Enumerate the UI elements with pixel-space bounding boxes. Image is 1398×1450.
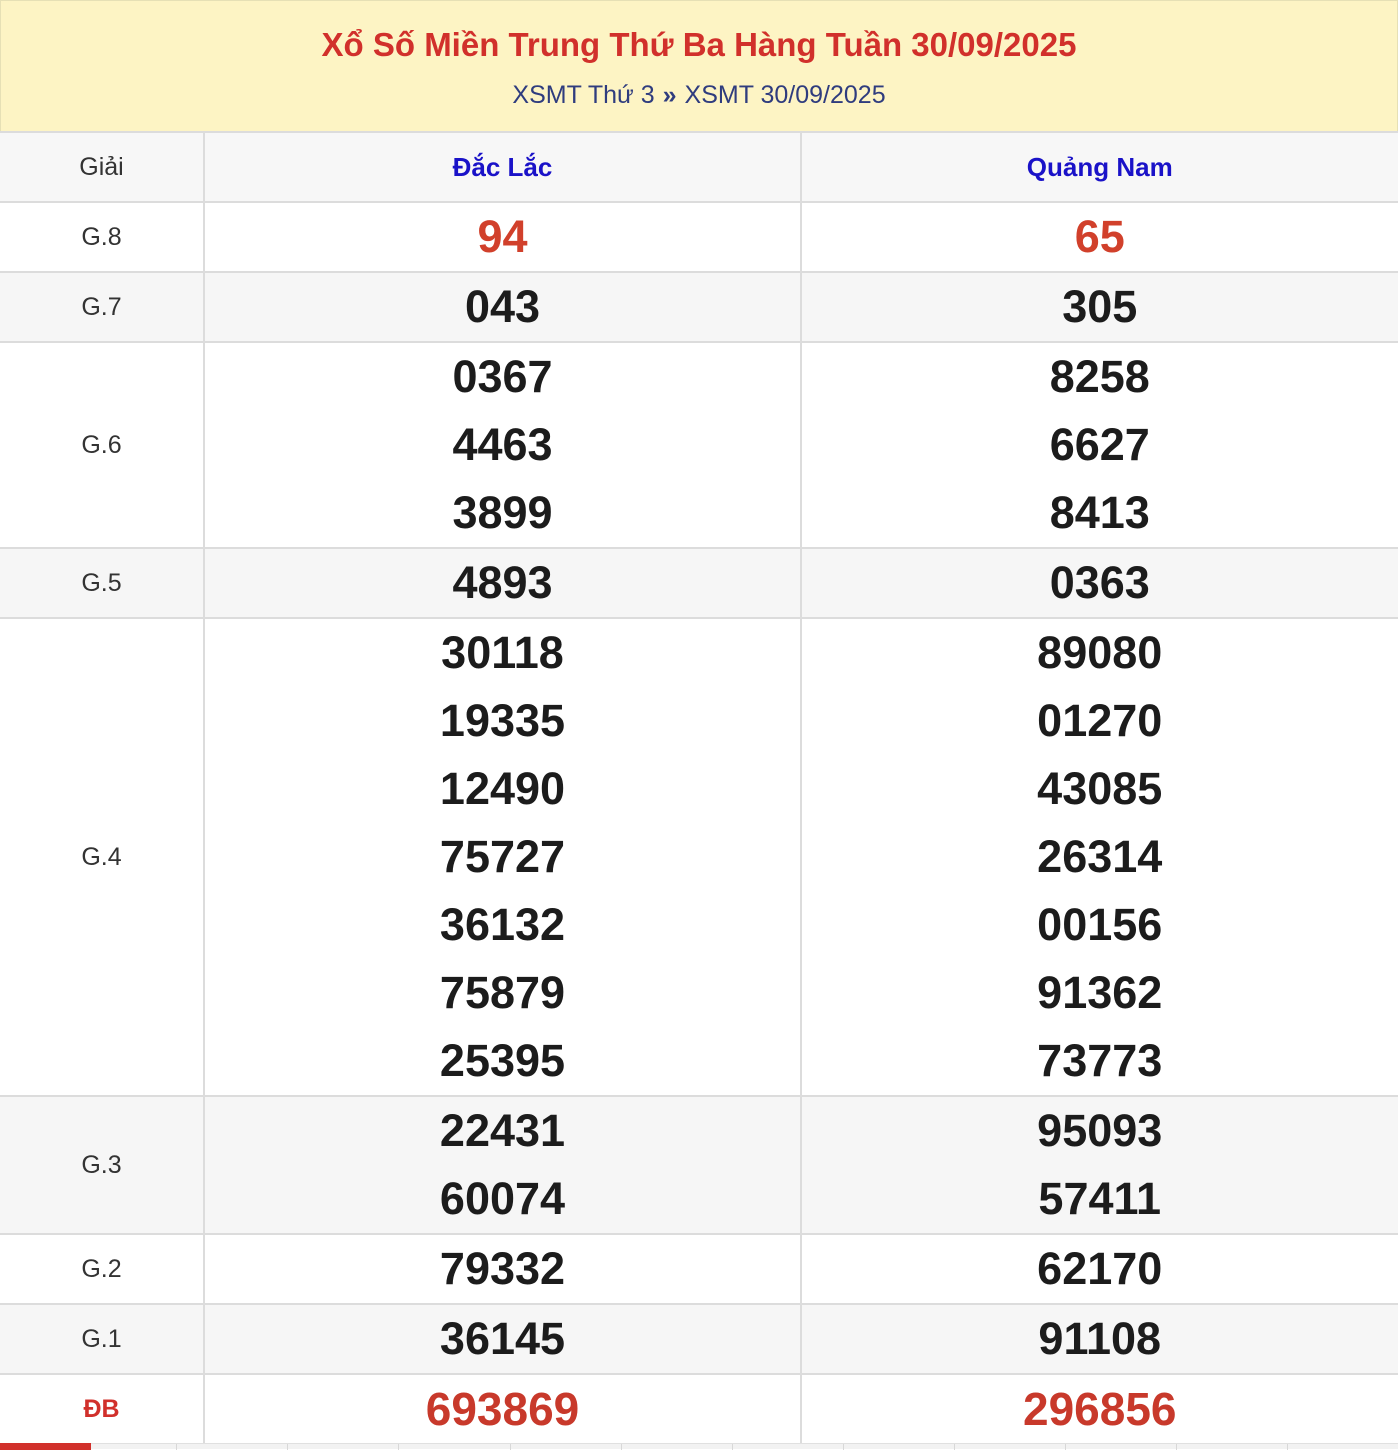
result-number: 30118 <box>441 627 564 678</box>
result-number: 22431 <box>439 1105 566 1156</box>
results-header <box>0 0 1398 131</box>
province-header-dac-lac[interactable]: Đắc Lắc <box>204 132 801 202</box>
result-number: 25395 <box>439 1035 566 1086</box>
special-prize-number: 296856 <box>1023 1383 1177 1435</box>
row-g6 <box>0 342 1398 548</box>
tab-divider <box>176 1444 177 1450</box>
breadcrumb <box>1 79 1397 111</box>
result-cell-dac-lac <box>204 548 801 618</box>
prize-label: G.8 <box>0 202 204 272</box>
result-cell-quang-nam <box>801 618 1398 1096</box>
province-header-quang-nam[interactable]: Quảng Nam <box>801 132 1398 202</box>
breadcrumb-link-date[interactable]: XSMT 30/09/2025 <box>684 81 886 109</box>
prize-label: G.4 <box>0 618 204 1096</box>
result-number: 75727 <box>439 831 566 882</box>
result-number: 6627 <box>1049 419 1150 470</box>
result-number: 62170 <box>1037 1243 1163 1294</box>
result-number: 57411 <box>1038 1173 1162 1224</box>
result-number: 01270 <box>1037 695 1163 746</box>
result-cell-quang-nam <box>801 1096 1398 1234</box>
result-number: 79332 <box>439 1243 566 1294</box>
tab-divider <box>843 1444 844 1450</box>
result-cell-dac-lac <box>204 1096 801 1234</box>
row-g7 <box>0 272 1398 342</box>
result-number: 00156 <box>1037 899 1163 950</box>
result-number: 3899 <box>452 487 553 538</box>
tab-divider <box>510 1444 511 1450</box>
breadcrumb-separator: » <box>662 81 677 109</box>
result-cell-dac-lac <box>204 1374 801 1443</box>
special-prize-number: 693869 <box>425 1383 580 1435</box>
result-number: 12490 <box>439 763 566 814</box>
result-number: 043 <box>464 281 541 332</box>
result-number: 8413 <box>1049 487 1150 538</box>
tab-divider <box>1287 1444 1288 1450</box>
row-g5 <box>0 548 1398 618</box>
table-header-row <box>0 132 1398 202</box>
prize-label-special: ĐB <box>0 1374 204 1443</box>
prize-label: G.7 <box>0 272 204 342</box>
page-title: Xổ Số Miền Trung Thứ Ba Hàng Tuần 30/09/2025 <box>321 26 1077 63</box>
result-cell-dac-lac <box>204 342 801 548</box>
result-number: 36132 <box>439 899 566 950</box>
results-table <box>0 131 1398 1443</box>
prize-label: G.6 <box>0 342 204 548</box>
prize-label: G.5 <box>0 548 204 618</box>
row-g1 <box>0 1304 1398 1374</box>
tab-divider <box>621 1444 622 1450</box>
result-cell-quang-nam <box>801 202 1398 272</box>
result-number: 94 <box>477 211 528 262</box>
result-cell-quang-nam <box>801 342 1398 548</box>
result-number: 305 <box>1062 281 1138 332</box>
result-number: 0367 <box>452 351 553 402</box>
result-number: 65 <box>1074 211 1125 262</box>
row-g8 <box>0 202 1398 272</box>
result-number: 26314 <box>1037 831 1163 882</box>
result-number: 43085 <box>1037 763 1163 814</box>
result-number: 4893 <box>452 557 553 608</box>
tab-divider <box>287 1444 288 1450</box>
prize-label: G.2 <box>0 1234 204 1304</box>
breadcrumb-link-weekday[interactable]: XSMT Thứ 3 <box>512 81 655 109</box>
prize-column-header: Giải <box>0 132 204 202</box>
result-cell-dac-lac <box>204 1234 801 1304</box>
result-cell-dac-lac <box>204 272 801 342</box>
result-cell-quang-nam <box>801 1234 1398 1304</box>
prize-label: G.1 <box>0 1304 204 1374</box>
row-special <box>0 1374 1398 1443</box>
result-cell-dac-lac <box>204 202 801 272</box>
result-number: 75879 <box>439 967 566 1018</box>
result-number: 4463 <box>452 419 553 470</box>
tab-divider <box>954 1444 955 1450</box>
result-number: 0363 <box>1049 557 1150 608</box>
prize-label: G.3 <box>0 1096 204 1234</box>
result-number: 95093 <box>1037 1105 1163 1156</box>
result-cell-quang-nam <box>801 272 1398 342</box>
result-number: 91108 <box>1038 1313 1162 1364</box>
result-number: 19335 <box>439 695 566 746</box>
row-g4 <box>0 618 1398 1096</box>
result-number: 36145 <box>439 1313 566 1364</box>
result-number: 91362 <box>1037 967 1163 1018</box>
row-g3 <box>0 1096 1398 1234</box>
result-cell-quang-nam <box>801 1374 1398 1443</box>
bottom-tab-strip <box>0 1443 1398 1449</box>
tab-divider <box>1176 1444 1177 1450</box>
result-number: 89080 <box>1037 627 1163 678</box>
result-number: 73773 <box>1037 1035 1163 1086</box>
tab-divider <box>1065 1444 1066 1450</box>
result-number: 60074 <box>439 1173 566 1224</box>
row-g2 <box>0 1234 1398 1304</box>
result-cell-dac-lac <box>204 618 801 1096</box>
result-cell-quang-nam <box>801 548 1398 618</box>
result-cell-quang-nam <box>801 1304 1398 1374</box>
result-cell-dac-lac <box>204 1304 801 1374</box>
result-number: 8258 <box>1049 351 1150 402</box>
tab-divider <box>398 1444 399 1450</box>
tab-divider <box>732 1444 733 1450</box>
